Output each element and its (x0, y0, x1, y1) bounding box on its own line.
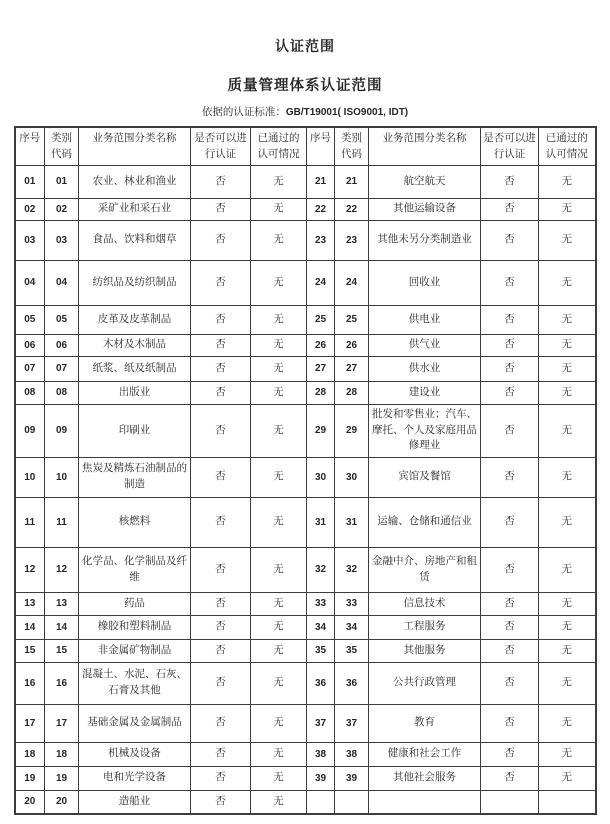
left-serial-cell: 12 (15, 547, 45, 592)
right-certifiable-cell: 否 (481, 592, 539, 615)
right-serial-cell: 22 (307, 198, 335, 220)
right-serial-cell: 30 (307, 457, 335, 497)
right-name-cell: 运输、仓储和通信业 (369, 497, 481, 547)
right-certifiable-cell: 否 (481, 766, 539, 790)
right-certifiable-cell: 否 (481, 381, 539, 404)
left-accreditation-cell: 无 (251, 356, 307, 381)
left-code-cell: 16 (45, 662, 79, 704)
right-accreditation-cell: 无 (539, 220, 596, 260)
left-serial-cell: 18 (15, 742, 45, 766)
right-code-cell: 32 (335, 547, 369, 592)
left-serial-cell: 03 (15, 220, 45, 260)
right-certifiable-cell: 否 (481, 615, 539, 639)
right-code-cell: 31 (335, 497, 369, 547)
left-code-cell: 06 (45, 334, 79, 356)
left-certifiable-cell: 否 (191, 165, 251, 198)
right-certifiable-cell: 否 (481, 334, 539, 356)
left-certifiable-cell: 否 (191, 615, 251, 639)
table-row (15, 662, 596, 704)
left-serial-cell: 04 (15, 260, 45, 305)
left-serial-cell: 01 (15, 165, 45, 198)
right-name-cell: 建设业 (369, 381, 481, 404)
standard-label: 依据的认证标准： (201, 107, 286, 118)
right-name-cell: 宾馆及餐馆 (369, 457, 481, 497)
right-serial-cell: 21 (307, 165, 335, 198)
right-name-cell: 航空航天 (369, 165, 481, 198)
right-certifiable-cell: 否 (481, 165, 539, 198)
left-accreditation-cell: 无 (251, 766, 307, 790)
left-code-cell: 02 (45, 198, 79, 220)
right-name-cell: 其他运输设备 (369, 198, 481, 220)
right-accreditation-cell: 无 (539, 334, 596, 356)
table-row (15, 165, 596, 198)
right-serial-cell: 26 (307, 334, 335, 356)
table-row (15, 404, 596, 457)
right-accreditation-cell: 无 (539, 662, 596, 704)
right-accreditation-cell: 无 (539, 260, 596, 305)
left-accreditation-cell: 无 (251, 790, 307, 814)
left-code-cell: 09 (45, 404, 79, 457)
left-name-cell: 核燃料 (79, 497, 191, 547)
left-certifiable-cell: 否 (191, 260, 251, 305)
left-code-cell: 20 (45, 790, 79, 814)
page-subtitle: 质量管理体系认证范围 (227, 78, 383, 94)
right-serial-cell: 25 (307, 305, 335, 334)
right-serial-cell: 23 (307, 220, 335, 260)
right-serial-cell: 28 (307, 381, 335, 404)
right-certifiable-cell: 否 (481, 742, 539, 766)
left-name-cell: 造船业 (79, 790, 191, 814)
left-certifiable-cell: 否 (191, 381, 251, 404)
left-name-cell: 焦炭及精炼石油制品的制造 (79, 457, 191, 497)
left-code-cell: 15 (45, 639, 79, 662)
right-certifiable-cell: 否 (481, 198, 539, 220)
right-code-cell: 33 (335, 592, 369, 615)
left-certifiable-cell: 否 (191, 305, 251, 334)
right-name-cell: 信息技术 (369, 592, 481, 615)
left-accreditation-cell: 无 (251, 165, 307, 198)
left-certifiable-cell: 否 (191, 639, 251, 662)
header-name-left: 业务范围分类名称 (79, 127, 191, 165)
right-certifiable-cell (481, 790, 539, 814)
left-certifiable-cell: 否 (191, 662, 251, 704)
left-serial-cell: 05 (15, 305, 45, 334)
left-name-cell: 非金属矿物制品 (79, 639, 191, 662)
left-serial-cell: 07 (15, 356, 45, 381)
table-row (15, 592, 596, 615)
right-name-cell: 回收业 (369, 260, 481, 305)
header-name-right: 业务范围分类名称 (369, 127, 481, 165)
left-accreditation-cell: 无 (251, 220, 307, 260)
left-accreditation-cell: 无 (251, 198, 307, 220)
right-certifiable-cell: 否 (481, 305, 539, 334)
right-code-cell: 28 (335, 381, 369, 404)
right-name-cell (369, 790, 481, 814)
right-name-cell: 工程服务 (369, 615, 481, 639)
right-code-cell: 22 (335, 198, 369, 220)
right-name-cell: 公共行政管理 (369, 662, 481, 704)
right-serial-cell: 32 (307, 547, 335, 592)
table-row (15, 457, 596, 497)
right-name-cell: 供水业 (369, 356, 481, 381)
right-certifiable-cell: 否 (481, 639, 539, 662)
right-accreditation-cell: 无 (539, 381, 596, 404)
left-accreditation-cell: 无 (251, 639, 307, 662)
right-serial-cell: 33 (307, 592, 335, 615)
header-code-right: 类别代码 (335, 127, 369, 165)
right-accreditation-cell: 无 (539, 704, 596, 742)
right-accreditation-cell: 无 (539, 305, 596, 334)
right-code-cell (335, 790, 369, 814)
table-row (15, 497, 596, 547)
right-serial-cell: 31 (307, 497, 335, 547)
right-code-cell: 27 (335, 356, 369, 381)
right-code-cell: 21 (335, 165, 369, 198)
left-accreditation-cell: 无 (251, 742, 307, 766)
right-code-cell: 34 (335, 615, 369, 639)
left-name-cell: 采矿业和采石业 (79, 198, 191, 220)
right-accreditation-cell: 无 (539, 457, 596, 497)
right-name-cell: 其他社会服务 (369, 766, 481, 790)
right-name-cell: 金融中介、房地产和租赁 (369, 547, 481, 592)
right-certifiable-cell: 否 (481, 220, 539, 260)
left-accreditation-cell: 无 (251, 497, 307, 547)
right-name-cell: 其他未另分类制造业 (369, 220, 481, 260)
left-name-cell: 食品、饮料和烟草 (79, 220, 191, 260)
right-name-cell: 供电业 (369, 305, 481, 334)
left-serial-cell: 11 (15, 497, 45, 547)
right-serial-cell: 29 (307, 404, 335, 457)
left-certifiable-cell: 否 (191, 766, 251, 790)
left-certifiable-cell: 否 (191, 547, 251, 592)
left-certifiable-cell: 否 (191, 497, 251, 547)
right-name-cell: 供气业 (369, 334, 481, 356)
right-certifiable-cell: 否 (481, 497, 539, 547)
right-code-cell: 26 (335, 334, 369, 356)
left-name-cell: 印刷业 (79, 404, 191, 457)
right-serial-cell: 39 (307, 766, 335, 790)
left-code-cell: 03 (45, 220, 79, 260)
left-code-cell: 12 (45, 547, 79, 592)
right-serial-cell (307, 790, 335, 814)
left-serial-cell: 17 (15, 704, 45, 742)
left-serial-cell: 20 (15, 790, 45, 814)
right-serial-cell: 35 (307, 639, 335, 662)
right-serial-cell: 27 (307, 356, 335, 381)
left-serial-cell: 02 (15, 198, 45, 220)
left-code-cell: 08 (45, 381, 79, 404)
right-code-cell: 35 (335, 639, 369, 662)
left-serial-cell: 08 (15, 381, 45, 404)
left-name-cell: 出版业 (79, 381, 191, 404)
left-accreditation-cell: 无 (251, 260, 307, 305)
right-code-cell: 39 (335, 766, 369, 790)
left-certifiable-cell: 否 (191, 457, 251, 497)
right-certifiable-cell: 否 (481, 404, 539, 457)
left-accreditation-cell: 无 (251, 457, 307, 497)
left-name-cell: 药品 (79, 592, 191, 615)
left-name-cell: 化学品、化学制品及纤维 (79, 547, 191, 592)
right-certifiable-cell: 否 (481, 662, 539, 704)
right-code-cell: 38 (335, 742, 369, 766)
left-accreditation-cell: 无 (251, 547, 307, 592)
right-certifiable-cell: 否 (481, 356, 539, 381)
right-code-cell: 29 (335, 404, 369, 457)
right-certifiable-cell: 否 (481, 260, 539, 305)
table-row (15, 198, 596, 220)
header-certifiable-left: 是否可以进行认证 (191, 127, 251, 165)
right-accreditation-cell: 无 (539, 198, 596, 220)
left-code-cell: 01 (45, 165, 79, 198)
left-name-cell: 橡胶和塑料制品 (79, 615, 191, 639)
table-row (15, 334, 596, 356)
left-accreditation-cell: 无 (251, 404, 307, 457)
right-code-cell: 25 (335, 305, 369, 334)
left-accreditation-cell: 无 (251, 704, 307, 742)
left-name-cell: 木材及木制品 (79, 334, 191, 356)
left-code-cell: 11 (45, 497, 79, 547)
right-accreditation-cell: 无 (539, 592, 596, 615)
right-accreditation-cell: 无 (539, 615, 596, 639)
left-name-cell: 纺织品及纺织制品 (79, 260, 191, 305)
right-code-cell: 23 (335, 220, 369, 260)
left-certifiable-cell: 否 (191, 334, 251, 356)
right-name-cell: 教育 (369, 704, 481, 742)
right-serial-cell: 24 (307, 260, 335, 305)
table-row (15, 615, 596, 639)
left-certifiable-cell: 否 (191, 704, 251, 742)
right-accreditation-cell: 无 (539, 547, 596, 592)
right-accreditation-cell (539, 790, 596, 814)
right-accreditation-cell: 无 (539, 356, 596, 381)
left-name-cell: 皮革及皮革制品 (79, 305, 191, 334)
certification-scope-table (14, 126, 597, 815)
right-serial-cell: 36 (307, 662, 335, 704)
table-row (15, 790, 596, 814)
right-serial-cell: 38 (307, 742, 335, 766)
table-row (15, 381, 596, 404)
table-row (15, 220, 596, 260)
left-accreditation-cell: 无 (251, 662, 307, 704)
left-code-cell: 10 (45, 457, 79, 497)
right-accreditation-cell: 无 (539, 165, 596, 198)
left-code-cell: 13 (45, 592, 79, 615)
left-name-cell: 电和光学设备 (79, 766, 191, 790)
right-name-cell: 健康和社会工作 (369, 742, 481, 766)
left-accreditation-cell: 无 (251, 305, 307, 334)
left-code-cell: 18 (45, 742, 79, 766)
left-serial-cell: 13 (15, 592, 45, 615)
header-serial-right: 序号 (307, 127, 335, 165)
table-row (15, 305, 596, 334)
table-row (15, 639, 596, 662)
left-name-cell: 基础金属及金属制品 (79, 704, 191, 742)
left-name-cell: 混凝土、水泥、石灰、石膏及其他 (79, 662, 191, 704)
left-accreditation-cell: 无 (251, 381, 307, 404)
header-code-left: 类别代码 (45, 127, 79, 165)
right-accreditation-cell: 无 (539, 742, 596, 766)
left-serial-cell: 14 (15, 615, 45, 639)
table-row (15, 742, 596, 766)
right-code-cell: 37 (335, 704, 369, 742)
left-certifiable-cell: 否 (191, 790, 251, 814)
certification-standard-line (0, 104, 610, 119)
left-certifiable-cell: 否 (191, 198, 251, 220)
right-certifiable-cell: 否 (481, 457, 539, 497)
left-certifiable-cell: 否 (191, 404, 251, 457)
left-code-cell: 17 (45, 704, 79, 742)
left-code-cell: 05 (45, 305, 79, 334)
left-code-cell: 14 (45, 615, 79, 639)
left-code-cell: 19 (45, 766, 79, 790)
left-serial-cell: 16 (15, 662, 45, 704)
header-accreditation-right: 已通过的认可情况 (539, 127, 596, 165)
left-serial-cell: 10 (15, 457, 45, 497)
right-certifiable-cell: 否 (481, 704, 539, 742)
left-certifiable-cell: 否 (191, 742, 251, 766)
left-name-cell: 纸浆、纸及纸制品 (79, 356, 191, 381)
left-accreditation-cell: 无 (251, 615, 307, 639)
left-certifiable-cell: 否 (191, 592, 251, 615)
table-row (15, 766, 596, 790)
left-certifiable-cell: 否 (191, 220, 251, 260)
left-serial-cell: 15 (15, 639, 45, 662)
right-serial-cell: 34 (307, 615, 335, 639)
left-name-cell: 农业、林业和渔业 (79, 165, 191, 198)
left-certifiable-cell: 否 (191, 356, 251, 381)
page-title: 认证范围 (275, 40, 335, 55)
header-accreditation-left: 已通过的认可情况 (251, 127, 307, 165)
right-code-cell: 36 (335, 662, 369, 704)
right-serial-cell: 37 (307, 704, 335, 742)
left-serial-cell: 09 (15, 404, 45, 457)
table-row (15, 356, 596, 381)
right-accreditation-cell: 无 (539, 404, 596, 457)
left-code-cell: 04 (45, 260, 79, 305)
left-serial-cell: 06 (15, 334, 45, 356)
header-serial-left: 序号 (15, 127, 45, 165)
left-accreditation-cell: 无 (251, 592, 307, 615)
right-accreditation-cell: 无 (539, 497, 596, 547)
table-row (15, 547, 596, 592)
table-header-row (15, 127, 596, 165)
table-row (15, 704, 596, 742)
right-accreditation-cell: 无 (539, 766, 596, 790)
right-code-cell: 24 (335, 260, 369, 305)
right-code-cell: 30 (335, 457, 369, 497)
table-row (15, 260, 596, 305)
left-code-cell: 07 (45, 356, 79, 381)
right-certifiable-cell: 否 (481, 547, 539, 592)
header-certifiable-right: 是否可以进行认证 (481, 127, 539, 165)
left-serial-cell: 19 (15, 766, 45, 790)
standard-value: GB/T19001( ISO9001, IDT) (285, 107, 409, 118)
left-name-cell: 机械及设备 (79, 742, 191, 766)
right-accreditation-cell: 无 (539, 639, 596, 662)
right-name-cell: 其他服务 (369, 639, 481, 662)
left-accreditation-cell: 无 (251, 334, 307, 356)
right-name-cell: 批发和零售业；汽车、摩托、个人及家庭用品修理业 (369, 404, 481, 457)
